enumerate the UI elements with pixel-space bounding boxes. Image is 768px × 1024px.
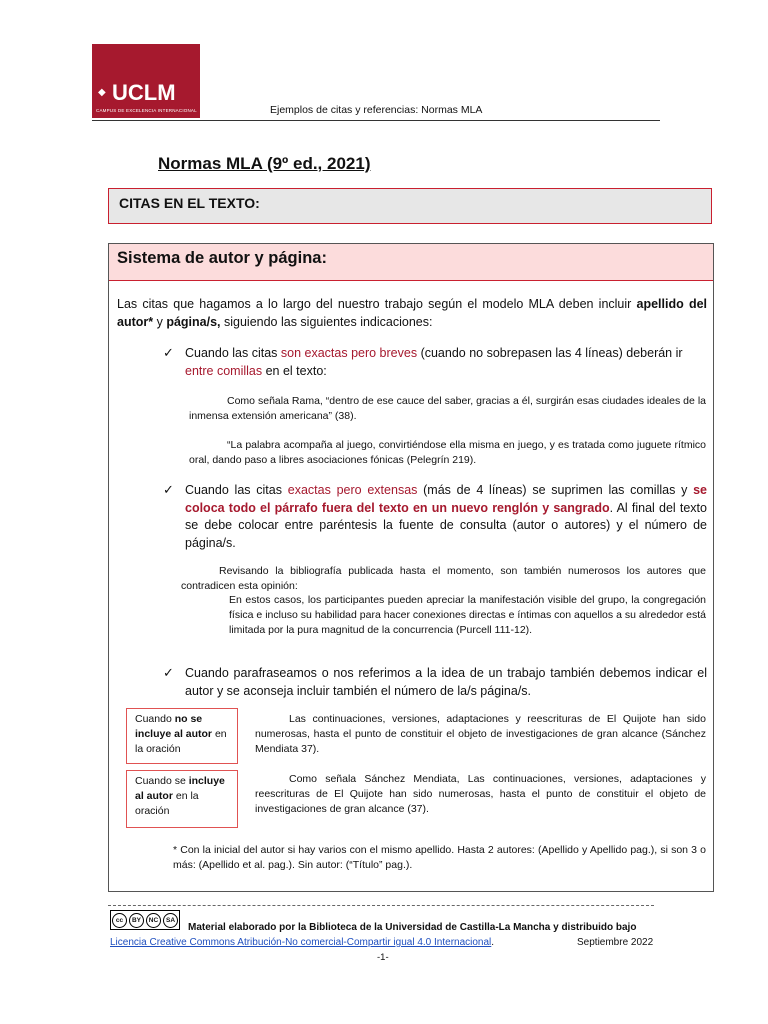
footer-text: Material elaborado por la Biblioteca de la Universidad de Castilla-La Mancha y distribuido bajo [188,922,637,933]
quote-1: Como señala Rama, “dentro de ese cauce del saber, gracias a él, surgirán esas ciudades ideales de la inmensa extensión americana” (38). [189,395,706,422]
box2-bold: incluye al autor [135,775,225,802]
quote-2: “La palabra acompaña al juego, convirtiéndose ella misma en juego, y es tratada como juguete rítmico oral, dando paso a libres asociaciones fónicas (Pelegrín 219). [189,439,706,466]
note-box-with-author [126,770,238,828]
bullet2-text-3: . Al final del texto se debe colocar entre paréntesis la fuente de consulta (autor o autores) y el número de página/s. [185,500,707,550]
bullet1-text-3: en el texto: [262,363,327,378]
checkmark-icon: ✓ [163,345,174,360]
intro-text-1: Las citas que hagamos a lo largo del nuestro trabajo según el modelo MLA deben incluir [117,297,637,311]
quote-4: En estos casos, los participantes pueden apreciar la manifestación visible del grupo, la congregación física e incluso su habilidad para hacer conexiones directas e íntimas con aquellos a su alrededor está limitada por la pura magnitud de la concurrencia (Purcell 111-12). [229,594,706,636]
bullet2-text-2: (más de 4 líneas) se suprimen las comillas y [417,483,694,497]
example-no-author: Las continuaciones, versiones, adaptaciones y reescrituras de El Quijote han sido numerosas, hasta el punto de constituir el objeto de investigaciones de gran alcance (Sánchez Mendiata 37). [255,713,706,755]
bullet-1 [185,345,705,380]
intro-bold-2: página/s, [166,314,221,329]
bullet-3: Cuando parafraseamos o nos referimos a la idea de un trabajo también debemos indicar el autor y se aconseja incluir también el número de la/s página/s. [185,666,707,698]
bullet2-highlight-2: se coloca todo el párrafo fuera del texto en un nuevo renglón y sangrado [185,483,707,515]
citas-heading-box [108,188,712,224]
uclm-logo [92,44,200,118]
page-number: -1- [377,952,389,963]
logo-diamond-icon: ◆ [98,87,106,98]
bullet1-highlight-2: entre comillas [185,363,263,378]
by-icon: BY [129,913,144,928]
example-with-author: Como señala Sánchez Mendiata, Las continuaciones, versiones, adaptaciones y reescrituras de El Quijote han sido numerosas, hasta el punto de constituir el objeto de investigaciones de gran alcance (37). [255,773,706,815]
bullet-2 [185,482,707,552]
logo-subtitle: CAMPUS DE EXCELENCIA INTERNACIONAL [96,108,197,113]
logo-text: UCLM [112,80,176,105]
footer-divider [108,905,654,906]
bullet1-text-1: Cuando las citas [185,346,281,360]
footer-license-line [110,937,494,948]
intro-text-3: siguiendo las siguientes indicaciones: [220,314,433,329]
checkmark-icon: ✓ [163,665,174,680]
quote-3: Revisando la bibliografía publicada hasta el momento, son también numerosos los autores que contradicen esta opinión: [181,565,706,592]
footnote: * Con la inicial del autor si hay varios con el mismo apellido. Hasta 2 autores: (Apellido y Apellido pag.), si son 3 o más: (Apellido et al. pag.). Sin autor: (“Título” pag.). [173,844,706,871]
header-title: Ejemplos de citas y referencias: Normas MLA [270,104,483,116]
box1-text-1: Cuando [135,713,175,725]
page-title: Normas MLA (9º ed., 2021) [158,154,371,173]
box1-text-2: en la oración [135,728,227,755]
footer-date: Septiembre 2022 [577,937,654,948]
bullet2-text-1: Cuando las citas [185,483,288,497]
sa-icon: SA [163,913,178,928]
bullet1-text-2: (cuando no sobrepasen las 4 líneas) deberán ir [417,346,683,360]
box2-text-2: en la oración [135,790,199,817]
checkmark-icon: ✓ [163,482,174,497]
nc-icon: NC [146,913,161,928]
bullet2-highlight-1: exactas pero extensas [287,483,418,497]
license-dot: . [491,937,495,948]
creative-commons-badge [110,910,180,930]
cc-icon: cc [112,913,127,928]
header-divider [92,120,660,121]
intro-paragraph [117,296,707,331]
section-title: Sistema de autor y página: [117,249,327,267]
section-header [109,244,713,281]
intro-text-2: y [153,314,167,329]
box1-bold: no se incluye al autor [135,713,213,740]
citas-heading: CITAS EN EL TEXTO: [119,195,260,211]
license-link[interactable]: Licencia Creative Commons Atribución-No comercial-Compartir igual 4.0 Internacional [110,937,492,948]
bullet1-highlight-1: son exactas pero breves [280,346,418,360]
note-box-no-author [126,708,238,764]
intro-bold-1: apellido del autor* [117,297,707,329]
box2-text-1: Cuando se [135,775,189,787]
